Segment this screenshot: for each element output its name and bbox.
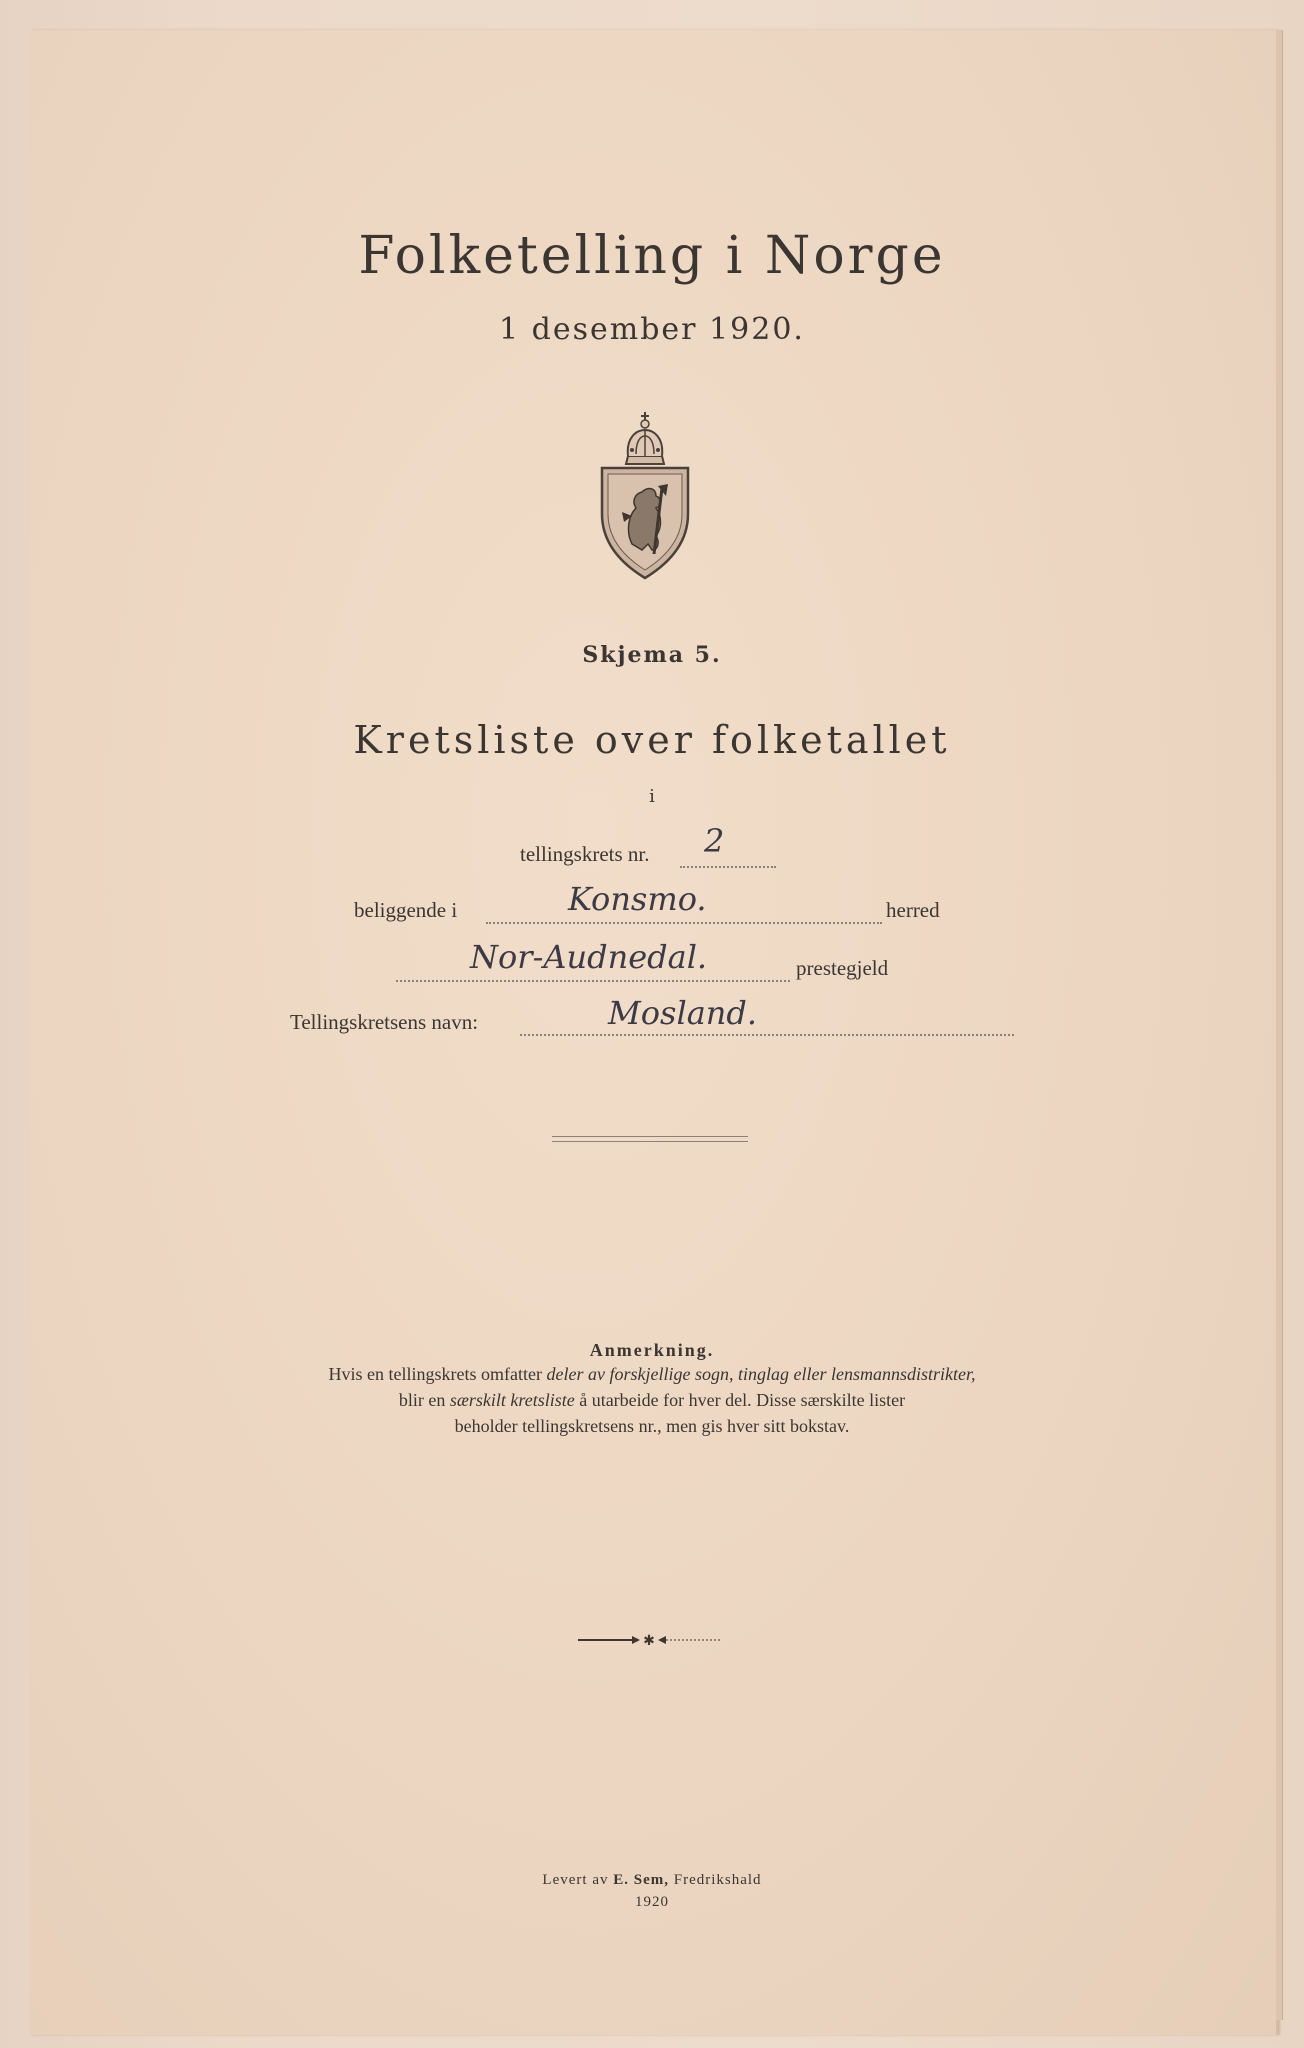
note-title: Anmerkning. [589,1340,715,1360]
printer-name: E. Sem, [613,1872,669,1888]
census-date: 1 desember 1920. [499,312,805,347]
herred-label: herred [886,898,940,922]
located-in-label: beliggende i [354,898,458,922]
district-number-line [680,866,776,868]
printer-place: Fredrikshald [668,1872,762,1888]
municipality-value: Konsmo. [568,880,707,918]
note-text: Hvis en tellingskrets omfatter [328,1364,547,1384]
note-emphasis: deler av forskjellige sogn, tinglag eller lensmannsdistrikter, [546,1364,976,1384]
parish-label: prestegjeld [796,956,889,980]
district-name-value: Mosland. [608,994,758,1032]
print-year: 1920 [635,1894,669,1910]
located-in-line [486,922,882,924]
parish-value: Nor-Audnedal. [470,938,708,976]
schema-number: Skjema 5. [582,642,722,668]
district-name-line [520,1034,1014,1036]
divider-rule-lower [552,1141,748,1142]
divider-rule [552,1136,748,1137]
printer-credit [0,1872,1304,1889]
note-text: blir en [398,1390,450,1410]
note-line-2 [0,1390,1304,1411]
form-heading: Kretsliste over folketallet [353,718,951,762]
printer-text: Levert av [542,1872,614,1888]
ornament-divider-icon [574,1632,724,1648]
document-title: Folketelling i Norge [358,226,946,286]
parish-line [396,980,790,982]
district-number-label: tellingskrets nr. [520,842,650,866]
svg-text:✱: ✱ [643,1633,655,1648]
note-text: å utarbeide for hver del. Disse særskilte lister [574,1390,906,1410]
district-number-value: 2 [704,822,725,860]
connector-word: i [649,786,655,807]
norwegian-coat-of-arms-icon [596,404,694,584]
note-line-3: beholder tellingskretsens nr., men gis hver sitt bokstav. [454,1416,850,1436]
district-name-label: Tellingskretsens navn: [290,1010,479,1034]
note-emphasis: særskilt kretsliste [449,1390,575,1410]
note-line-1 [0,1364,1304,1385]
